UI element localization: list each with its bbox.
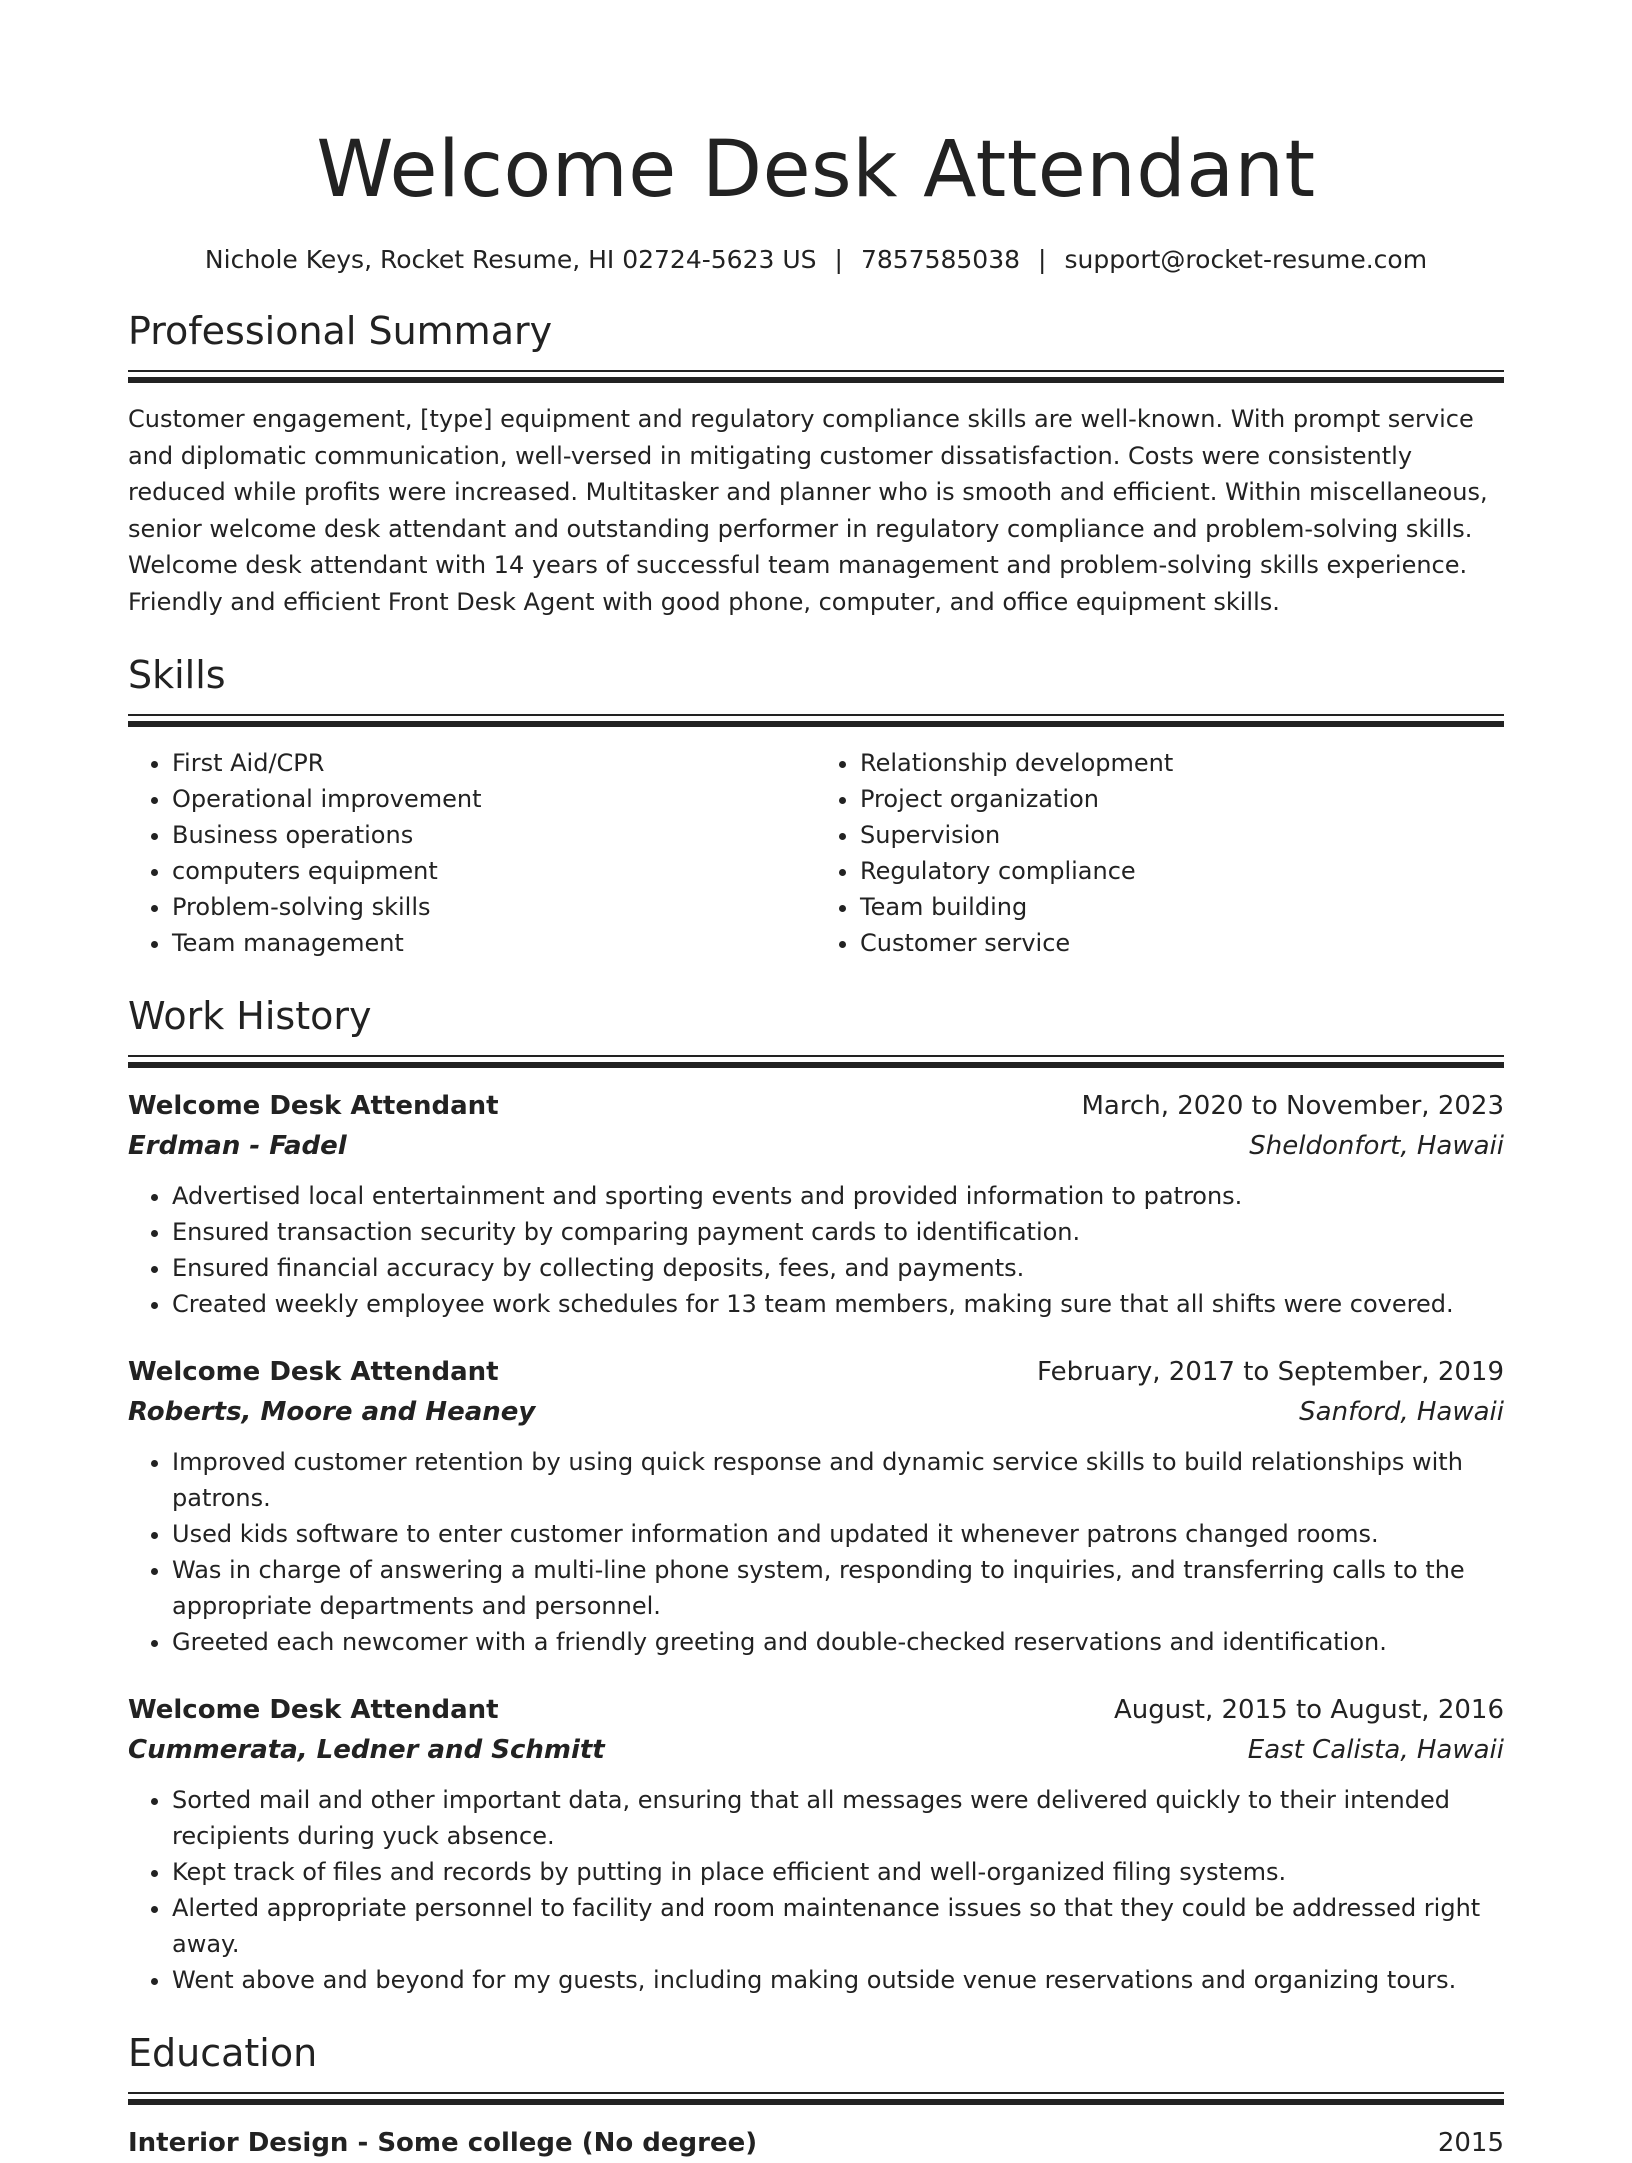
job-bullet: • Used kids software to enter customer information and updated it whenever patrons changed rooms.	[172, 1516, 1504, 1552]
section-divider	[128, 1055, 1504, 1068]
section-heading-education: Education	[128, 2031, 318, 2075]
job-bullet: • Ensured financial accuracy by collecting deposits, fees, and payments.	[172, 1250, 1504, 1286]
skill-item: • Problem-solving skills	[172, 889, 816, 925]
contact-phone: 7857585038	[860, 245, 1021, 274]
skill-item: • computers equipment	[172, 853, 816, 889]
skill-item: • Supervision	[860, 817, 1504, 853]
section-heading-skills: Skills	[128, 653, 226, 697]
job-title: Welcome Desk Attendant	[128, 1695, 499, 1725]
skill-item: • First Aid/CPR	[172, 745, 816, 781]
skill-item: • Project organization	[860, 781, 1504, 817]
job-bullet: • Was in charge of answering a multi-line phone system, responding to inquiries, and transferring calls to the appropriate departments and personnel.	[172, 1552, 1504, 1624]
section-heading-summary: Professional Summary	[128, 309, 553, 353]
section-heading-work-history: Work History	[128, 994, 372, 1038]
job-bullets	[128, 1782, 1504, 1998]
job-dates: March, 2020 to November, 2023	[1081, 1091, 1504, 1121]
job-bullets	[128, 1444, 1504, 1660]
job-bullet: • Kept track of files and records by putting in place efficient and well-organized filing systems.	[172, 1854, 1504, 1890]
job-company: Erdman - Fadel	[128, 1131, 347, 1161]
job-bullet: • Sorted mail and other important data, ensuring that all messages were delivered quickly to their intended recipients during yuck absence.	[172, 1782, 1504, 1854]
job-entry	[128, 1086, 1504, 1322]
education-entry	[128, 2123, 1504, 2163]
job-dates: August, 2015 to August, 2016	[1114, 1695, 1504, 1725]
resume-title: Welcome Desk Attendant	[316, 125, 1316, 215]
job-location: East Calista, Hawaii	[1247, 1735, 1504, 1765]
contact-email: support@rocket-resume.com	[1064, 245, 1428, 274]
job-company: Cummerata, Ledner and Schmitt	[128, 1735, 605, 1765]
job-bullet: • Greeted each newcomer with a friendly greeting and double-checked reservations and identification.	[172, 1624, 1504, 1660]
job-bullets	[128, 1178, 1504, 1322]
skill-item: • Customer service	[860, 925, 1504, 961]
skills-list	[128, 745, 1504, 961]
education-year: 2015	[1437, 2128, 1504, 2158]
job-bullet: • Advertised local entertainment and sporting events and provided information to patrons.	[172, 1178, 1504, 1214]
skill-item: • Team management	[172, 925, 816, 961]
contact-address: Nichole Keys, Rocket Resume, HI 02724-5623 US	[204, 245, 817, 274]
skills-column-right	[816, 745, 1504, 961]
job-bullet: • Alerted appropriate personnel to facility and room maintenance issues so that they could be addressed right away.	[172, 1890, 1504, 1962]
job-company: Roberts, Moore and Heaney	[128, 1397, 536, 1427]
job-bullet: • Went above and beyond for my guests, including making outside venue reservations and organizing tours.	[172, 1962, 1504, 1998]
education-degree: Interior Design - Some college (No degree)	[128, 2128, 758, 2158]
job-location: Sheldonfort, Hawaii	[1249, 1131, 1504, 1161]
job-bullet: • Improved customer retention by using quick response and dynamic service skills to build relationships with patrons.	[172, 1444, 1504, 1516]
contact-separator: |	[834, 245, 843, 274]
contact-line	[128, 244, 1504, 276]
job-title: Welcome Desk Attendant	[128, 1357, 499, 1387]
job-dates: February, 2017 to September, 2019	[1037, 1357, 1504, 1387]
job-title: Welcome Desk Attendant	[128, 1091, 499, 1121]
contact-separator: |	[1038, 245, 1047, 274]
skill-item: • Relationship development	[860, 745, 1504, 781]
section-divider	[128, 2092, 1504, 2105]
section-divider	[128, 714, 1504, 727]
job-location: Sanford, Hawaii	[1299, 1397, 1504, 1427]
skill-item: • Business operations	[172, 817, 816, 853]
skill-item: • Regulatory compliance	[860, 853, 1504, 889]
job-entry	[128, 1352, 1504, 1660]
summary-text: Customer engagement, [type] equipment and regulatory compliance skills are well-known. With prompt service and diplomatic communication, well-versed in mitigating customer dissatisfaction. Costs were consistently reduced while profits were increased. Multitasker and planner who is smooth and efficient. Within miscellaneous, senior welcome desk attendant and outstanding performer in regulatory compliance and problem-solving skills. Welcome desk attendant with 14 years of successful team management and problem-solving skills experience. Friendly and efficient Front Desk Agent with good phone, computer, and office equipment skills.	[128, 405, 1488, 616]
job-bullet: • Ensured transaction security by comparing payment cards to identification.	[172, 1214, 1504, 1250]
skills-column-left	[128, 745, 816, 961]
job-bullet: • Created weekly employee work schedules for 13 team members, making sure that all shifts were covered.	[172, 1286, 1504, 1322]
job-entry	[128, 1690, 1504, 1998]
section-divider	[128, 370, 1504, 383]
skill-item: • Team building	[860, 889, 1504, 925]
skill-item: • Operational improvement	[172, 781, 816, 817]
